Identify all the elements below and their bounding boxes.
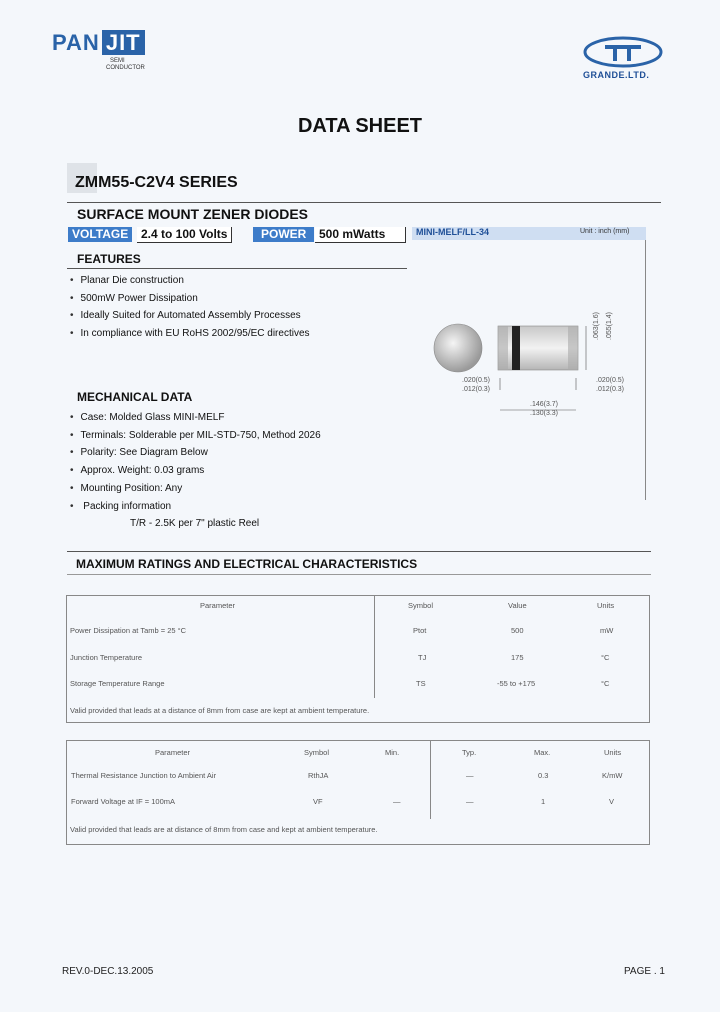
ratings-rule-top bbox=[67, 551, 651, 552]
table2-header-symbol: Symbol bbox=[304, 748, 330, 757]
packing-detail: T/R - 2.5K per 7" plastic Reel bbox=[130, 518, 260, 529]
table2-cell: 0.3 bbox=[538, 771, 549, 780]
revision: REV.0-DEC.13.2005 bbox=[62, 966, 154, 977]
table1-header-parameter: Parameter bbox=[200, 601, 236, 610]
table2-divider bbox=[430, 740, 431, 819]
brand-pan: PAN bbox=[52, 30, 100, 55]
table1-cell: TJ bbox=[418, 653, 427, 662]
table2-cell: Thermal Resistance Junction to Ambient Air bbox=[71, 771, 217, 780]
feature-item: • Ideally Suited for Automated Assembly Processes bbox=[70, 307, 310, 325]
table1-note: Valid provided that leads at a distance of 8mm from case are kept at ambient temperature. bbox=[70, 706, 370, 715]
brand-subtitle bbox=[106, 58, 145, 72]
mechanical-item: • Polarity: See Diagram Below bbox=[70, 444, 321, 462]
table1-cell: Storage Temperature Range bbox=[70, 679, 165, 688]
series-rule bbox=[67, 202, 661, 203]
table2-cell: Forward Voltage at IF = 100mA bbox=[71, 797, 176, 806]
dim-right-2: .012(0.3) bbox=[596, 386, 625, 393]
voltage-value: 2.4 to 100 Volts bbox=[137, 227, 232, 243]
feature-item: • Planar Die construction bbox=[70, 272, 310, 290]
voltage-label: VOLTAGE bbox=[68, 227, 132, 242]
table2-header-typ: Typ. bbox=[462, 748, 477, 757]
table2-header-min: Min. bbox=[385, 748, 400, 757]
table2-cell: 1 bbox=[541, 797, 546, 806]
mechanical-item: • Approx. Weight: 0.03 grams bbox=[70, 462, 321, 480]
table1-cell: Power Dissipation at Tamb = 25 °C bbox=[70, 626, 187, 635]
table2-cell: — bbox=[466, 771, 474, 780]
dim-length-2: .130(3.3) bbox=[530, 410, 559, 417]
diagram-border bbox=[645, 240, 646, 500]
table1-header-value: Value bbox=[508, 601, 527, 610]
mechanical-item: • Case: Molded Glass MINI-MELF bbox=[70, 409, 321, 427]
table1-cell: Ptot bbox=[413, 626, 427, 635]
dim-left-2: .012(0.3) bbox=[462, 386, 491, 393]
page-number: PAGE . 1 bbox=[624, 966, 665, 977]
mechanical-item: • Mounting Position: Any bbox=[70, 480, 321, 498]
table2-cell: — bbox=[466, 797, 474, 806]
grande-text: GRANDE.LTD. bbox=[583, 70, 650, 80]
table1-cell: °C bbox=[601, 653, 610, 662]
subtitle: SURFACE MOUNT ZENER DIODES bbox=[77, 206, 309, 222]
table2-note: Valid provided that leads are at distance of 8mm from case and kept at ambient temperature. bbox=[70, 825, 378, 834]
table1-cell: -55 to +175 bbox=[497, 679, 536, 688]
series-title: ZMM55-C2V4 SERIES bbox=[75, 174, 238, 191]
mechanical-list bbox=[70, 409, 321, 515]
dim-right-1: .020(0.5) bbox=[596, 377, 625, 384]
power-value: 500 mWatts bbox=[315, 227, 406, 243]
page-title: DATA SHEET bbox=[297, 115, 423, 137]
ratings-table bbox=[66, 595, 650, 723]
table1-header-units: Units bbox=[597, 601, 615, 610]
table1-cell: °C bbox=[601, 679, 610, 688]
features-list bbox=[70, 272, 310, 343]
table1-cell: mW bbox=[600, 626, 614, 635]
dim-length-1: .146(3.7) bbox=[530, 401, 559, 408]
brand-sub-conductor: CONDUCTOR bbox=[106, 65, 145, 71]
table2-cell: — bbox=[393, 797, 401, 806]
table2-cell: VF bbox=[313, 797, 323, 806]
brand-jit: JIT bbox=[102, 30, 145, 55]
dim-left-1: .020(0.5) bbox=[462, 377, 491, 384]
table1-cell: TS bbox=[416, 679, 426, 688]
features-rule bbox=[67, 268, 407, 269]
table2-cell: V bbox=[609, 797, 615, 806]
power-label: POWER bbox=[253, 227, 314, 242]
mechanical-item: • Packing information bbox=[70, 498, 321, 516]
table1-cell: 500 bbox=[511, 626, 524, 635]
dim-diameter-1: .063(1.6) bbox=[593, 311, 600, 340]
package-label: MINI-MELF/LL-34 bbox=[416, 227, 489, 237]
grande-logo-icon bbox=[583, 36, 663, 68]
unit-label: Unit : inch (mm) bbox=[580, 228, 630, 235]
table1-cell: 175 bbox=[511, 653, 524, 662]
brand-sub-semi: SEMI bbox=[110, 58, 125, 64]
panjit-logo bbox=[52, 30, 145, 56]
mechanical-item: • Terminals: Solderable per MIL-STD-750, Method 2026 bbox=[70, 427, 321, 445]
mechanical-heading: MECHANICAL DATA bbox=[77, 390, 193, 404]
features-heading: FEATURES bbox=[77, 252, 141, 266]
table2-header-parameter: Parameter bbox=[155, 748, 191, 757]
table2-header-units: Units bbox=[604, 748, 622, 757]
table1-divider bbox=[374, 595, 375, 698]
feature-item: • In compliance with EU RoHS 2002/95/EC directives bbox=[70, 325, 310, 343]
table2-cell: RthJA bbox=[308, 771, 329, 780]
table2-header-max: Max. bbox=[534, 748, 551, 757]
table1-header-symbol: Symbol bbox=[408, 601, 434, 610]
dim-diameter-2: .055(1.4) bbox=[606, 311, 613, 340]
table2-cell: K/mW bbox=[602, 771, 623, 780]
table1-cell: Junction Temperature bbox=[70, 653, 142, 662]
ratings-rule-bottom bbox=[67, 574, 651, 575]
ratings-heading: MAXIMUM RATINGS AND ELECTRICAL CHARACTERISTICS bbox=[76, 557, 418, 571]
feature-item: • 500mW Power Dissipation bbox=[70, 290, 310, 308]
